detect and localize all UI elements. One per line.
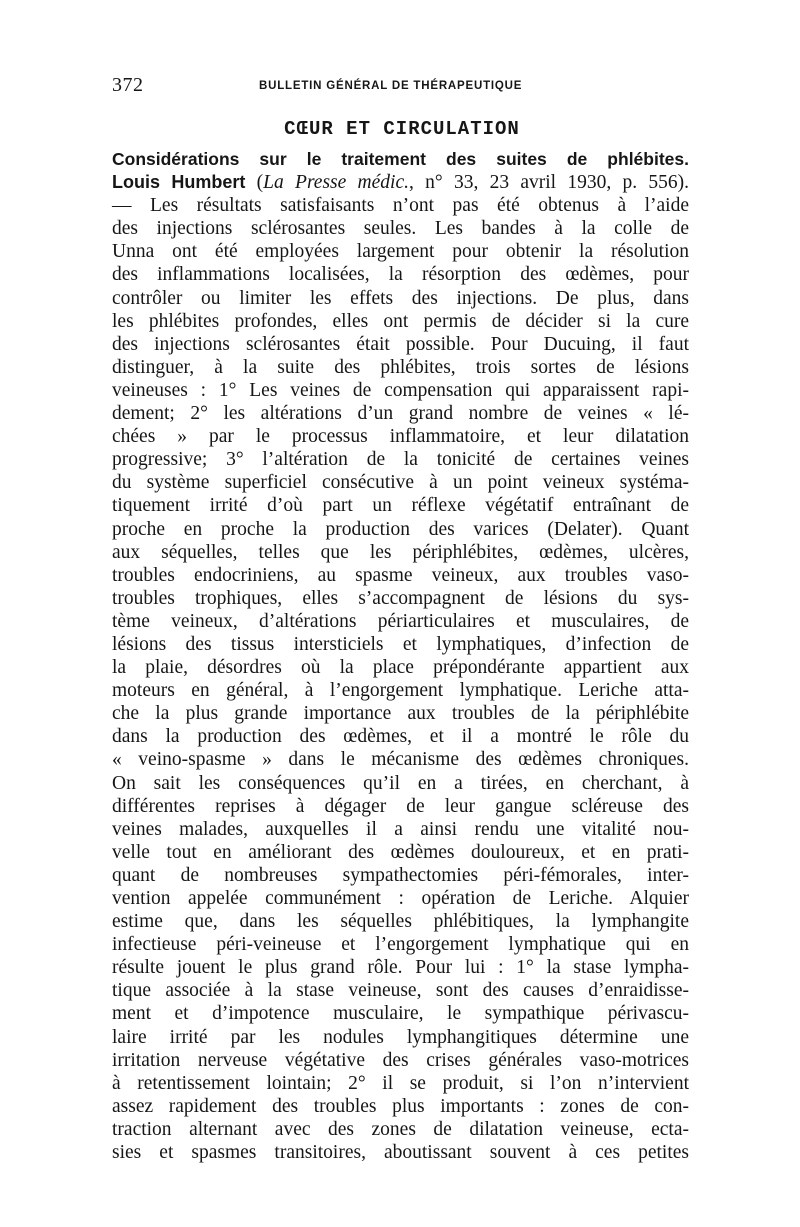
article-body <box>112 148 689 1164</box>
text-line: progressive; 3° l’altération de la tonicité de certaines veines <box>112 449 689 471</box>
text-line: — Les résultats satisfaisants n’ont pas été obtenus à l’aide <box>112 195 689 217</box>
citation-journal: La Presse médic. <box>263 172 409 194</box>
text-line: résulte jouent le plus grand rôle. Pour lui : 1° la stase lympha- <box>112 957 689 979</box>
citation-open: ( <box>256 172 264 194</box>
article-title: Considérations sur le traitement des suites de phlébites. <box>112 149 689 169</box>
text-line: traction alternant avec des zones de dilatation veineuse, ecta- <box>112 1118 689 1140</box>
citation-details: , n° 33, 23 avril 1930, p. 556). <box>409 172 690 194</box>
text-line: quant de nombreuses sympathectomies péri-fémorales, inter- <box>112 864 689 886</box>
text-line: assez rapidement des troubles plus importants : zones de con- <box>112 1095 689 1117</box>
text-line: tème veineux, d’altérations périarticulaires et musculaires, de <box>112 610 689 632</box>
text-line: « veino-spasme » dans le mécanisme des œdèmes chroniques. <box>112 749 689 771</box>
text-line: chées » par le processus inflammatoire, et leur dilatation <box>112 426 689 448</box>
article-title-line <box>112 148 689 171</box>
text-line: sies et spasmes transitoires, aboutissant souvent à ces petites <box>112 1142 689 1164</box>
citation-line <box>112 171 689 194</box>
text-line: les phlébites profondes, elles ont permis de décider si la cure <box>112 310 689 332</box>
text-line: dement; 2° les altérations d’un grand nombre de veines « lé- <box>112 403 689 425</box>
text-line: contrôler ou limiter les effets des injections. De plus, dans <box>112 287 689 309</box>
text-line: moteurs en général, à l’engorgement lymphatique. Leriche atta- <box>112 680 689 702</box>
text-line: Unna ont été employées largement pour obtenir la résolution <box>112 241 689 263</box>
text-line: à retentissement lointain; 2° il se produit, si l’on n’intervient <box>112 1072 689 1094</box>
text-line: infectieuse péri-veineuse et l’engorgement lymphatique qui en <box>112 934 689 956</box>
text-line: la plaie, désordres où la place prépondérante appartient aux <box>112 657 689 679</box>
text-line: irritation nerveuse végétative des crises générales vaso-motrices <box>112 1049 689 1071</box>
text-line: veineuses : 1° Les veines de compensation qui apparaissent rapi- <box>112 379 689 401</box>
text-line: On sait les conséquences qu’il en a tirées, en cherchant, à <box>112 772 689 794</box>
text-line: che la plus grande importance aux troubles de la périphlébite <box>112 703 689 725</box>
text-line: dans la production des œdèmes, et il a montré le rôle du <box>112 726 689 748</box>
text-line: des inflammations localisées, la résorption des œdèmes, pour <box>112 264 689 286</box>
text-line: aux séquelles, telles que les périphlébites, œdèmes, ulcères, <box>112 541 689 563</box>
text-line: troubles trophiques, elles s’accompagnent de lésions du sys- <box>112 587 689 609</box>
page-number: 372 <box>112 74 144 96</box>
text-line: des injections sclérosantes seules. Les bandes à la colle de <box>112 218 689 240</box>
running-head <box>112 74 692 102</box>
text-line: laire irrité par les nodules lymphangitiques détermine une <box>112 1026 689 1048</box>
text-line: ment et d’impotence musculaire, le sympathique périvascu- <box>112 1003 689 1025</box>
article-author: Louis Humbert <box>112 172 246 193</box>
text-line: différentes reprises à dégager de leur gangue scléreuse des <box>112 795 689 817</box>
text-line: proche en proche la production des varices (Delater). Quant <box>112 518 689 540</box>
text-line: troubles endocriniens, au spasme veineux, aux troubles vaso- <box>112 564 689 586</box>
journal-title: BULLETIN GÉNÉRAL DE THÉRAPEUTIQUE <box>259 80 523 92</box>
text-line: velle tout en améliorant des œdèmes douloureux, et en prati- <box>112 841 689 863</box>
text-line: estime que, dans les séquelles phlébitiques, la lymphangite <box>112 911 689 933</box>
text-line: des injections sclérosantes était possible. Pour Ducuing, il faut <box>112 333 689 355</box>
text-line: distinguer, à la suite des phlébites, trois sortes de lésions <box>112 356 689 378</box>
text-line: du système superficiel consécutive à un point veineux systéma- <box>112 472 689 494</box>
text-line: veines malades, auxquelles il a ainsi rendu une vitalité nou- <box>112 818 689 840</box>
article-text <box>112 194 689 1164</box>
text-line: tiquement irrité d’où part un réflexe végétatif entraînant de <box>112 495 689 517</box>
section-title: CŒUR ET CIRCULATION <box>284 118 520 140</box>
text-line: lésions des tissus intersticiels et lymphatiques, d’infection de <box>112 633 689 655</box>
text-line: tique associée à la stase veineuse, sont des causes d’enraidisse- <box>112 980 689 1002</box>
text-line: vention appelée communément : opération de Leriche. Alquier <box>112 888 689 909</box>
